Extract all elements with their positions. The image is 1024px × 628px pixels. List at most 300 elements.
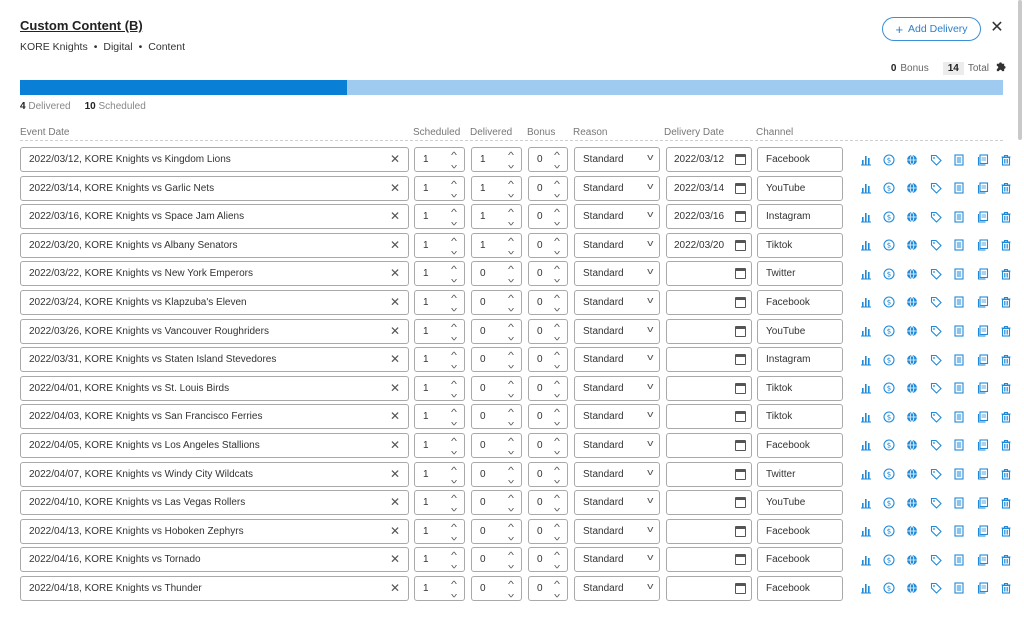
dollar-circle-icon[interactable] <box>877 466 900 483</box>
decrement-icon[interactable]: ^ <box>508 302 514 313</box>
dollar-circle-icon[interactable] <box>877 580 900 597</box>
calendar-icon[interactable] <box>735 154 746 165</box>
channel-input[interactable] <box>757 347 843 372</box>
document-icon[interactable] <box>948 294 971 311</box>
increment-icon[interactable]: ^ <box>554 292 560 303</box>
reason-select[interactable] <box>574 490 660 515</box>
increment-icon[interactable]: ^ <box>451 207 457 218</box>
increment-icon[interactable]: ^ <box>508 493 514 504</box>
dollar-circle-icon[interactable] <box>877 180 900 197</box>
clear-icon[interactable]: ✕ <box>389 180 400 195</box>
globe-icon[interactable] <box>901 466 924 483</box>
increment-icon[interactable]: ^ <box>508 407 514 418</box>
event-date-select[interactable] <box>20 147 409 172</box>
document-icon[interactable] <box>948 180 971 197</box>
decrement-icon[interactable]: ^ <box>451 302 457 313</box>
channel-input[interactable] <box>757 547 843 572</box>
decrement-icon[interactable]: ^ <box>554 531 560 542</box>
channel-input[interactable] <box>757 462 843 487</box>
scheduled-stepper[interactable] <box>414 547 465 572</box>
channel-input[interactable] <box>757 433 843 458</box>
increment-icon[interactable]: ^ <box>554 578 560 589</box>
dollar-circle-icon[interactable] <box>877 294 900 311</box>
copy-icon[interactable] <box>971 494 994 511</box>
bar-chart-icon[interactable] <box>854 437 877 454</box>
calendar-icon[interactable] <box>735 383 746 394</box>
increment-icon[interactable]: ^ <box>508 550 514 561</box>
event-date-select[interactable] <box>20 547 409 572</box>
copy-icon[interactable] <box>971 408 994 425</box>
bar-chart-icon[interactable] <box>854 466 877 483</box>
increment-icon[interactable]: ^ <box>451 435 457 446</box>
copy-icon[interactable] <box>971 323 994 340</box>
document-icon[interactable] <box>948 323 971 340</box>
decrement-icon[interactable]: ^ <box>508 388 514 399</box>
calendar-icon[interactable] <box>735 469 746 480</box>
calendar-icon[interactable] <box>735 554 746 565</box>
scheduled-stepper[interactable] <box>414 490 465 515</box>
tag-icon[interactable] <box>924 151 947 168</box>
tag-icon[interactable] <box>924 323 947 340</box>
trash-icon[interactable] <box>994 580 1017 597</box>
clear-icon[interactable]: ✕ <box>389 552 400 567</box>
trash-icon[interactable] <box>994 466 1017 483</box>
event-date-select[interactable] <box>20 290 409 315</box>
event-date-select[interactable] <box>20 490 409 515</box>
decrement-icon[interactable]: ^ <box>554 302 560 313</box>
dollar-circle-icon[interactable] <box>877 408 900 425</box>
bar-chart-icon[interactable] <box>854 380 877 397</box>
clear-icon[interactable]: ✕ <box>389 523 400 538</box>
delivery-date-input[interactable] <box>666 576 752 601</box>
delivery-date-input[interactable] <box>666 404 752 429</box>
tag-icon[interactable] <box>924 466 947 483</box>
scheduled-stepper[interactable] <box>414 147 465 172</box>
reason-select[interactable] <box>574 576 660 601</box>
bar-chart-icon[interactable] <box>854 265 877 282</box>
delivery-date-input[interactable] <box>666 261 752 286</box>
tag-icon[interactable] <box>924 180 947 197</box>
tag-icon[interactable] <box>924 294 947 311</box>
bonus-stepper[interactable] <box>528 261 568 286</box>
scheduled-stepper[interactable] <box>414 176 465 201</box>
channel-input[interactable] <box>757 176 843 201</box>
reason-select[interactable] <box>574 462 660 487</box>
close-icon[interactable]: ✕ <box>990 19 1004 36</box>
bar-chart-icon[interactable] <box>854 294 877 311</box>
channel-input[interactable] <box>757 261 843 286</box>
increment-icon[interactable]: ^ <box>554 521 560 532</box>
decrement-icon[interactable]: ^ <box>508 217 514 228</box>
trash-icon[interactable] <box>994 323 1017 340</box>
bonus-stepper[interactable] <box>528 376 568 401</box>
globe-icon[interactable] <box>901 208 924 225</box>
decrement-icon[interactable]: ^ <box>451 188 457 199</box>
calendar-icon[interactable] <box>735 497 746 508</box>
document-icon[interactable] <box>948 437 971 454</box>
increment-icon[interactable]: ^ <box>451 350 457 361</box>
delivery-date-input[interactable] <box>666 290 752 315</box>
increment-icon[interactable]: ^ <box>451 578 457 589</box>
globe-icon[interactable] <box>901 294 924 311</box>
increment-icon[interactable]: ^ <box>451 407 457 418</box>
globe-icon[interactable] <box>901 494 924 511</box>
event-date-select[interactable] <box>20 347 409 372</box>
bonus-stepper[interactable] <box>528 462 568 487</box>
bar-chart-icon[interactable] <box>854 323 877 340</box>
trash-icon[interactable] <box>994 208 1017 225</box>
decrement-icon[interactable]: ^ <box>451 588 457 599</box>
reason-select[interactable] <box>574 319 660 344</box>
delivered-stepper[interactable] <box>471 347 522 372</box>
bar-chart-icon[interactable] <box>854 408 877 425</box>
scheduled-stepper[interactable] <box>414 290 465 315</box>
bar-chart-icon[interactable] <box>854 180 877 197</box>
globe-icon[interactable] <box>901 237 924 254</box>
increment-icon[interactable]: ^ <box>554 235 560 246</box>
copy-icon[interactable] <box>971 580 994 597</box>
decrement-icon[interactable]: ^ <box>554 388 560 399</box>
decrement-icon[interactable]: ^ <box>554 245 560 256</box>
document-icon[interactable] <box>948 408 971 425</box>
globe-icon[interactable] <box>901 151 924 168</box>
delivery-date-input[interactable] <box>666 462 752 487</box>
delivered-stepper[interactable] <box>471 462 522 487</box>
clear-icon[interactable]: ✕ <box>389 466 400 481</box>
tag-icon[interactable] <box>924 380 947 397</box>
trash-icon[interactable] <box>994 237 1017 254</box>
dollar-circle-icon[interactable] <box>877 523 900 540</box>
trash-icon[interactable] <box>994 151 1017 168</box>
bonus-stepper[interactable] <box>528 147 568 172</box>
delivered-stepper[interactable] <box>471 147 522 172</box>
scheduled-stepper[interactable] <box>414 376 465 401</box>
decrement-icon[interactable]: ^ <box>451 560 457 571</box>
reason-select[interactable] <box>574 547 660 572</box>
increment-icon[interactable]: ^ <box>451 178 457 189</box>
bonus-stepper[interactable] <box>528 547 568 572</box>
channel-input[interactable] <box>757 404 843 429</box>
decrement-icon[interactable]: ^ <box>451 445 457 456</box>
bonus-stepper[interactable] <box>528 404 568 429</box>
document-icon[interactable] <box>948 380 971 397</box>
document-icon[interactable] <box>948 265 971 282</box>
document-icon[interactable] <box>948 151 971 168</box>
bonus-stepper[interactable] <box>528 347 568 372</box>
calendar-icon[interactable] <box>735 354 746 365</box>
clear-icon[interactable]: ✕ <box>389 580 400 595</box>
increment-icon[interactable]: ^ <box>554 493 560 504</box>
decrement-icon[interactable]: ^ <box>508 531 514 542</box>
calendar-icon[interactable] <box>735 297 746 308</box>
increment-icon[interactable]: ^ <box>451 235 457 246</box>
scheduled-stepper[interactable] <box>414 233 465 258</box>
increment-icon[interactable]: ^ <box>508 378 514 389</box>
trash-icon[interactable] <box>994 408 1017 425</box>
increment-icon[interactable]: ^ <box>508 235 514 246</box>
increment-icon[interactable]: ^ <box>451 550 457 561</box>
increment-icon[interactable]: ^ <box>554 435 560 446</box>
decrement-icon[interactable]: ^ <box>554 217 560 228</box>
decrement-icon[interactable]: ^ <box>508 445 514 456</box>
increment-icon[interactable]: ^ <box>451 292 457 303</box>
dollar-circle-icon[interactable] <box>877 237 900 254</box>
scheduled-stepper[interactable] <box>414 519 465 544</box>
channel-input[interactable] <box>757 319 843 344</box>
increment-icon[interactable]: ^ <box>508 578 514 589</box>
channel-input[interactable] <box>757 233 843 258</box>
document-icon[interactable] <box>948 523 971 540</box>
decrement-icon[interactable]: ^ <box>508 160 514 170</box>
delivery-date-input[interactable] <box>666 347 752 372</box>
copy-icon[interactable] <box>971 351 994 368</box>
event-date-select[interactable] <box>20 261 409 286</box>
globe-icon[interactable] <box>901 523 924 540</box>
trash-icon[interactable] <box>994 494 1017 511</box>
delivery-date-input[interactable] <box>666 204 752 229</box>
globe-icon[interactable] <box>901 180 924 197</box>
reason-select[interactable] <box>574 404 660 429</box>
channel-input[interactable] <box>757 519 843 544</box>
delivery-date-input[interactable] <box>666 147 752 172</box>
increment-icon[interactable]: ^ <box>508 264 514 275</box>
bonus-stepper[interactable] <box>528 204 568 229</box>
bar-chart-icon[interactable] <box>854 494 877 511</box>
bonus-stepper[interactable] <box>528 319 568 344</box>
increment-icon[interactable]: ^ <box>451 264 457 275</box>
tag-icon[interactable] <box>924 208 947 225</box>
event-date-select[interactable] <box>20 204 409 229</box>
reason-select[interactable] <box>574 376 660 401</box>
increment-icon[interactable]: ^ <box>508 150 514 160</box>
decrement-icon[interactable]: ^ <box>554 188 560 199</box>
decrement-icon[interactable]: ^ <box>451 388 457 399</box>
reason-select[interactable] <box>574 347 660 372</box>
increment-icon[interactable]: ^ <box>508 292 514 303</box>
calendar-icon[interactable] <box>735 526 746 537</box>
increment-icon[interactable]: ^ <box>451 464 457 475</box>
decrement-icon[interactable]: ^ <box>508 188 514 199</box>
calendar-icon[interactable] <box>735 268 746 279</box>
event-date-select[interactable] <box>20 462 409 487</box>
dollar-circle-icon[interactable] <box>877 351 900 368</box>
decrement-icon[interactable]: ^ <box>508 331 514 342</box>
copy-icon[interactable] <box>971 294 994 311</box>
calendar-icon[interactable] <box>735 583 746 594</box>
tag-icon[interactable] <box>924 237 947 254</box>
bar-chart-icon[interactable] <box>854 351 877 368</box>
globe-icon[interactable] <box>901 380 924 397</box>
reason-select[interactable] <box>574 519 660 544</box>
tag-icon[interactable] <box>924 265 947 282</box>
delivered-stepper[interactable] <box>471 233 522 258</box>
increment-icon[interactable]: ^ <box>554 550 560 561</box>
calendar-icon[interactable] <box>735 411 746 422</box>
globe-icon[interactable] <box>901 265 924 282</box>
delivery-date-input[interactable] <box>666 376 752 401</box>
increment-icon[interactable]: ^ <box>451 493 457 504</box>
increment-icon[interactable]: ^ <box>508 464 514 475</box>
event-date-select[interactable] <box>20 376 409 401</box>
delivery-date-input[interactable] <box>666 490 752 515</box>
calendar-icon[interactable] <box>735 183 746 194</box>
trash-icon[interactable] <box>994 180 1017 197</box>
channel-input[interactable] <box>757 204 843 229</box>
trash-icon[interactable] <box>994 551 1017 568</box>
trash-icon[interactable] <box>994 294 1017 311</box>
increment-icon[interactable]: ^ <box>554 378 560 389</box>
increment-icon[interactable]: ^ <box>508 207 514 218</box>
delivery-date-input[interactable] <box>666 176 752 201</box>
clear-icon[interactable]: ✕ <box>389 152 400 166</box>
clear-icon[interactable]: ✕ <box>389 409 400 424</box>
decrement-icon[interactable]: ^ <box>508 588 514 599</box>
increment-icon[interactable]: ^ <box>451 321 457 332</box>
copy-icon[interactable] <box>971 523 994 540</box>
event-date-select[interactable] <box>20 433 409 458</box>
scheduled-stepper[interactable] <box>414 576 465 601</box>
copy-icon[interactable] <box>971 437 994 454</box>
dollar-circle-icon[interactable] <box>877 265 900 282</box>
bonus-stepper[interactable] <box>528 176 568 201</box>
channel-input[interactable] <box>757 576 843 601</box>
event-date-select[interactable] <box>20 176 409 201</box>
scheduled-stepper[interactable] <box>414 347 465 372</box>
scheduled-stepper[interactable] <box>414 433 465 458</box>
decrement-icon[interactable]: ^ <box>451 417 457 428</box>
increment-icon[interactable]: ^ <box>554 150 560 160</box>
delivery-date-input[interactable] <box>666 433 752 458</box>
tag-icon[interactable] <box>924 408 947 425</box>
clear-icon[interactable]: ✕ <box>389 237 400 252</box>
clear-icon[interactable]: ✕ <box>389 495 400 510</box>
document-icon[interactable] <box>948 208 971 225</box>
copy-icon[interactable] <box>971 380 994 397</box>
clear-icon[interactable]: ✕ <box>389 437 400 452</box>
trash-icon[interactable] <box>994 265 1017 282</box>
trash-icon[interactable] <box>994 351 1017 368</box>
decrement-icon[interactable]: ^ <box>508 274 514 285</box>
increment-icon[interactable]: ^ <box>554 264 560 275</box>
bar-chart-icon[interactable] <box>854 551 877 568</box>
delivered-stepper[interactable] <box>471 376 522 401</box>
reason-select[interactable] <box>574 433 660 458</box>
delivered-stepper[interactable] <box>471 319 522 344</box>
decrement-icon[interactable]: ^ <box>451 331 457 342</box>
bonus-stepper[interactable] <box>528 519 568 544</box>
dollar-circle-icon[interactable] <box>877 208 900 225</box>
bar-chart-icon[interactable] <box>854 237 877 254</box>
delivered-stepper[interactable] <box>471 490 522 515</box>
delivered-stepper[interactable] <box>471 290 522 315</box>
bar-chart-icon[interactable] <box>854 151 877 168</box>
delivered-stepper[interactable] <box>471 519 522 544</box>
dollar-circle-icon[interactable] <box>877 323 900 340</box>
globe-icon[interactable] <box>901 580 924 597</box>
calendar-icon[interactable] <box>735 440 746 451</box>
channel-input[interactable] <box>757 376 843 401</box>
decrement-icon[interactable]: ^ <box>508 417 514 428</box>
decrement-icon[interactable]: ^ <box>508 560 514 571</box>
delivered-stepper[interactable] <box>471 261 522 286</box>
event-date-select[interactable] <box>20 519 409 544</box>
scheduled-stepper[interactable] <box>414 462 465 487</box>
reason-select[interactable] <box>574 176 660 201</box>
clear-icon[interactable]: ✕ <box>389 352 400 367</box>
event-date-select[interactable] <box>20 233 409 258</box>
add-delivery-button[interactable] <box>882 17 981 41</box>
clear-icon[interactable]: ✕ <box>389 266 400 281</box>
channel-input[interactable] <box>757 490 843 515</box>
channel-input[interactable] <box>757 147 843 172</box>
decrement-icon[interactable]: ^ <box>554 160 560 170</box>
delivered-stepper[interactable] <box>471 404 522 429</box>
event-date-select[interactable] <box>20 404 409 429</box>
globe-icon[interactable] <box>901 437 924 454</box>
decrement-icon[interactable]: ^ <box>451 360 457 371</box>
tag-icon[interactable] <box>924 437 947 454</box>
decrement-icon[interactable]: ^ <box>554 417 560 428</box>
tag-icon[interactable] <box>924 523 947 540</box>
globe-icon[interactable] <box>901 551 924 568</box>
dollar-circle-icon[interactable] <box>877 380 900 397</box>
decrement-icon[interactable]: ^ <box>554 503 560 514</box>
reason-select[interactable] <box>574 204 660 229</box>
document-icon[interactable] <box>948 494 971 511</box>
copy-icon[interactable] <box>971 180 994 197</box>
increment-icon[interactable]: ^ <box>508 350 514 361</box>
tag-icon[interactable] <box>924 351 947 368</box>
copy-icon[interactable] <box>971 551 994 568</box>
delivered-stepper[interactable] <box>471 176 522 201</box>
decrement-icon[interactable]: ^ <box>508 360 514 371</box>
bonus-stepper[interactable] <box>528 233 568 258</box>
decrement-icon[interactable]: ^ <box>554 474 560 485</box>
decrement-icon[interactable]: ^ <box>451 160 457 170</box>
increment-icon[interactable]: ^ <box>508 178 514 189</box>
scheduled-stepper[interactable] <box>414 261 465 286</box>
decrement-icon[interactable]: ^ <box>451 531 457 542</box>
reason-select[interactable] <box>574 233 660 258</box>
decrement-icon[interactable]: ^ <box>451 274 457 285</box>
tag-icon[interactable] <box>924 551 947 568</box>
dollar-circle-icon[interactable] <box>877 494 900 511</box>
delivery-date-input[interactable] <box>666 519 752 544</box>
delivery-date-input[interactable] <box>666 547 752 572</box>
reason-select[interactable] <box>574 261 660 286</box>
increment-icon[interactable]: ^ <box>508 321 514 332</box>
copy-icon[interactable] <box>971 265 994 282</box>
reason-select[interactable] <box>574 147 660 172</box>
increment-icon[interactable]: ^ <box>554 178 560 189</box>
decrement-icon[interactable]: ^ <box>554 445 560 456</box>
delivered-stepper[interactable] <box>471 576 522 601</box>
bonus-stepper[interactable] <box>528 433 568 458</box>
bar-chart-icon[interactable] <box>854 580 877 597</box>
document-icon[interactable] <box>948 351 971 368</box>
decrement-icon[interactable]: ^ <box>554 360 560 371</box>
channel-input[interactable] <box>757 290 843 315</box>
decrement-icon[interactable]: ^ <box>508 245 514 256</box>
bonus-stepper[interactable] <box>528 576 568 601</box>
delivered-stepper[interactable] <box>471 433 522 458</box>
scheduled-stepper[interactable] <box>414 404 465 429</box>
increment-icon[interactable]: ^ <box>554 207 560 218</box>
scheduled-stepper[interactable] <box>414 204 465 229</box>
scrollbar[interactable] <box>1018 0 1022 140</box>
event-date-select[interactable] <box>20 319 409 344</box>
globe-icon[interactable] <box>901 408 924 425</box>
